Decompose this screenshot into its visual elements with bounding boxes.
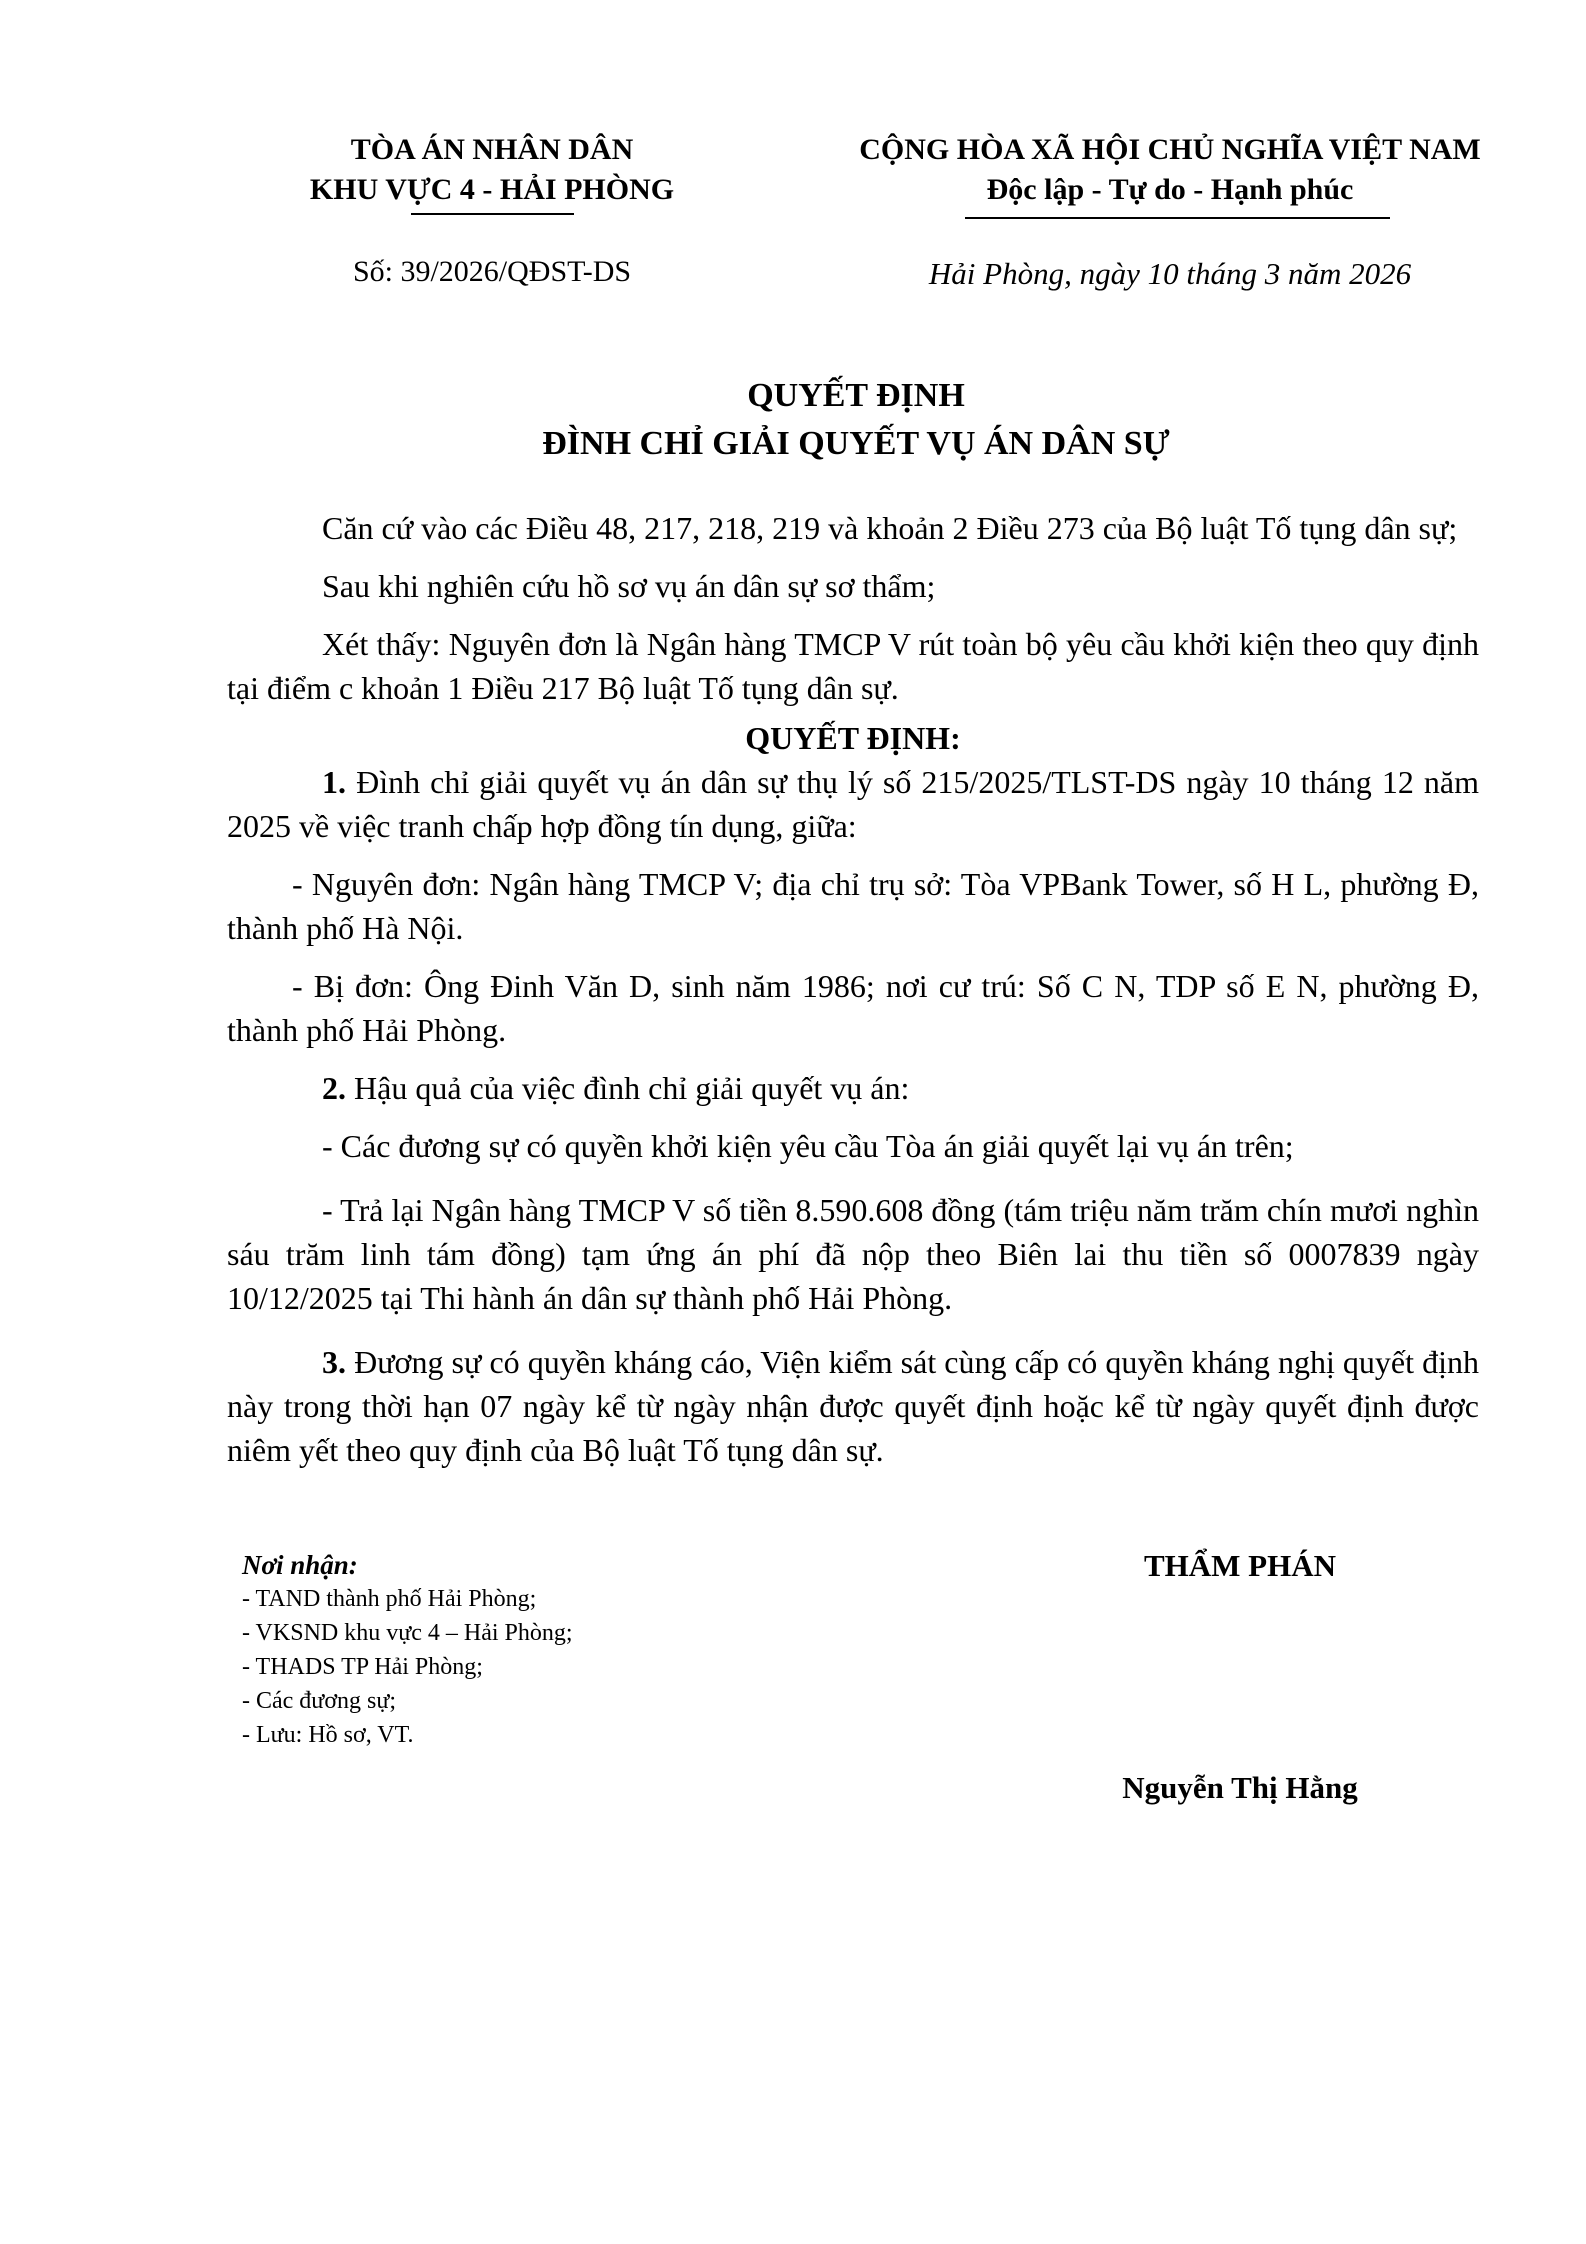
national-header (820, 130, 1520, 210)
title-line1: QUYẾT ĐỊNH (747, 377, 965, 414)
finding-paragraph: Xét thấy: Nguyên đơn là Ngân hàng TMCP V rút toàn bộ yêu cầu khởi kiện theo quy định tại điểm c khoản 1 Điều 217 Bộ luật Tố tụng dân sự. (227, 626, 1479, 706)
national-motto: Độc lập - Tự do - Hạnh phúc (986, 173, 1354, 206)
item-2-consequence-a: - Các đương sự có quyền khởi kiện yêu cầu Tòa án giải quyết lại vụ án trên; (322, 1128, 1294, 1164)
signer-name: Nguyễn Thị Hằng (1122, 1770, 1358, 1805)
recipient-item: - Các đương sự; (242, 1688, 397, 1714)
recipient-item: - VKSND khu vực 4 – Hải Phòng; (242, 1620, 573, 1646)
court-name-line1: TÒA ÁN NHÂN DÂN (350, 133, 634, 166)
item-2-text: Hậu quả của việc đình chỉ giải quyết vụ án: (354, 1070, 910, 1106)
document-title (200, 372, 1512, 468)
review-paragraph: Sau khi nghiên cứu hồ sơ vụ án dân sự sơ thẩm; (322, 568, 936, 604)
decision-item-2 (227, 1066, 1479, 1110)
recipient-item: - THADS TP Hải Phòng; (242, 1654, 483, 1680)
decision-item-1 (227, 760, 1479, 848)
item-3-number: 3. (322, 1344, 346, 1380)
plaintiff-paragraph: - Nguyên đơn: Ngân hàng TMCP V; địa chỉ trụ sở: Tòa VPBank Tower, số H L, phường Đ, thành phố Hà Nội. (227, 866, 1479, 946)
date-line: Hải Phòng, ngày 10 tháng 3 năm 2026 (928, 256, 1412, 291)
item-3-text: Đương sự có quyền kháng cáo, Viện kiểm sát cùng cấp có quyền kháng nghị quyết định này trong thời hạn 07 ngày kể từ ngày nhận được quyết định hoặc kể từ ngày quyết định được niêm yết theo quy định của Bộ luật Tố tụng dân sự. (227, 1344, 1480, 1468)
item-2-consequence-b: - Trả lại Ngân hàng TMCP V số tiền 8.590.608 đồng (tám triệu năm trăm chín mươi nghìn sáu trăm linh tám đồng) tạm ứng án phí đã nộp theo Biên lai thu tiền số 0007839 ngày 10/12/2025 tại Thi hành án dân sự thành phố Hải Phòng. (227, 1192, 1479, 1316)
motto-underline (965, 217, 1390, 219)
item-1-text: Đình chỉ giải quyết vụ án dân sự thụ lý số 215/2025/TLST-DS ngày 10 tháng 12 năm 2025 về việc tranh chấp hợp đồng tín dụng, giữa: (227, 764, 1480, 844)
recipient-item: - TAND thành phố Hải Phòng; (242, 1586, 537, 1612)
item-2-number: 2. (322, 1070, 346, 1106)
document-number: Số: 39/2026/QĐST-DS (352, 255, 632, 288)
legal-basis-paragraph: Căn cứ vào các Điều 48, 217, 218, 219 và khoản 2 Điều 273 của Bộ luật Tố tụng dân sự; (322, 510, 1458, 546)
recipient-item: - Lưu: Hồ sơ, VT. (242, 1722, 414, 1748)
defendant-paragraph: - Bị đơn: Ông Đinh Văn D, sinh năm 1986; nơi cư trú: Số C N, TDP số E N, phường Đ, thành phố Hải Phòng. (227, 968, 1479, 1048)
court-header (272, 130, 712, 210)
signer-role: THẨM PHÁN (1143, 1548, 1336, 1583)
recipients-block (242, 1548, 842, 1752)
document-body (227, 506, 1479, 1472)
court-name-line2: KHU VỰC 4 - HẢI PHÒNG (309, 173, 675, 206)
court-header-underline (411, 213, 574, 215)
title-line2: ĐÌNH CHỈ GIẢI QUYẾT VỤ ÁN DÂN SỰ (542, 425, 1170, 462)
decision-heading: QUYẾT ĐỊNH: (745, 720, 961, 756)
item-1-number: 1. (322, 764, 346, 800)
recipients-label: Nơi nhận: (242, 1550, 358, 1580)
decision-item-3 (227, 1340, 1479, 1472)
country-name: CỘNG HÒA XÃ HỘI CHỦ NGHĨA VIỆT NAM (859, 133, 1481, 166)
